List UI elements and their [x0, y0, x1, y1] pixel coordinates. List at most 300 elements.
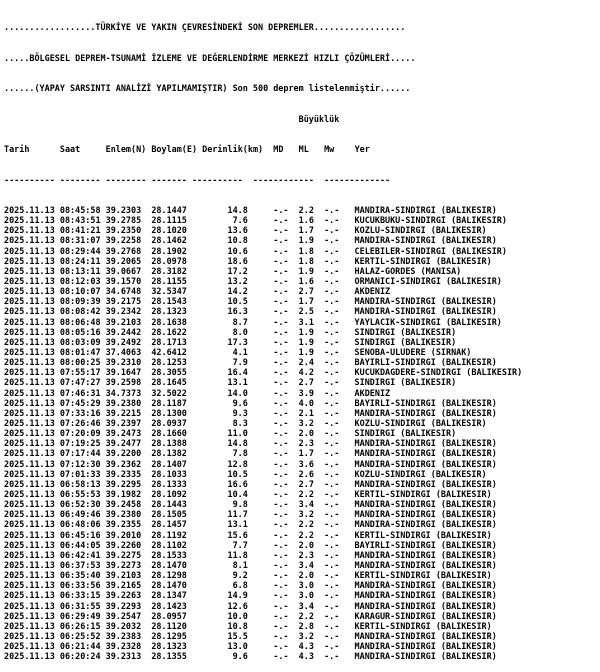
cell-mw: -.- [324, 235, 355, 246]
cell-yer: MANDIRA-SINDIRGI (BALIKESIR) [354, 438, 497, 449]
cell-enlem: 39.2362 [105, 458, 152, 469]
cell-tarih: 2025.11.13 [4, 357, 60, 368]
cell-tarih: 2025.11.13 [4, 417, 60, 428]
table-row [4, 499, 522, 509]
cell-md: -.- [273, 651, 299, 662]
cell-yer: SINDIRGI (BALIKESIR) [354, 336, 457, 347]
table-row [4, 276, 522, 286]
cell-md: -.- [273, 428, 299, 439]
cell-ml: 3.0 [298, 580, 325, 591]
cell-md: -.- [273, 478, 299, 489]
cell-saat: 08:08:42 [59, 306, 106, 317]
table-row [4, 560, 522, 570]
cell-enlem: 39.2328 [105, 641, 152, 652]
cell-yer: SINDIRGI (BALIKESIR) [354, 377, 457, 388]
cell-enlem: 39.2263 [105, 590, 152, 601]
cell-ml: 2.2 [298, 529, 325, 540]
cell-derinlik: 6.8 [191, 580, 274, 591]
cell-boylam: 28.1470 [151, 580, 192, 591]
cell-mw: -.- [324, 296, 355, 307]
col-tarih: Tarih [4, 144, 60, 155]
cell-ml: 1.9 [298, 235, 325, 246]
col-mw: Mw [324, 144, 355, 155]
cell-derinlik: 10.5 [191, 296, 274, 307]
cell-saat: 06:37:53 [59, 559, 106, 570]
cell-enlem: 39.2442 [105, 326, 152, 337]
cell-boylam: 28.1333 [151, 478, 192, 489]
cell-yer: MANDIRA-SINDIRGI (BALIKESIR) [354, 499, 497, 510]
cell-yer: MANDIRA-SINDIRGI (BALIKESIR) [354, 641, 497, 652]
cell-boylam: 42.6412 [151, 347, 192, 357]
cell-tarih: 2025.11.13 [4, 458, 60, 469]
column-headers [4, 144, 522, 154]
cell-md: -.- [273, 529, 299, 540]
cell-md: -.- [273, 468, 299, 479]
cell-tarih: 2025.11.13 [4, 509, 60, 520]
cell-mw: -.- [324, 265, 355, 276]
cell-derinlik: 10.8 [191, 620, 274, 631]
cell-enlem: 39.2275 [105, 549, 152, 560]
cell-tarih: 2025.11.13 [4, 286, 60, 297]
cell-md: -.- [273, 245, 299, 256]
cell-mw: -.- [324, 407, 355, 418]
col-md: MD [273, 144, 299, 155]
cell-ml: 1.7 [298, 296, 325, 307]
cell-ml: 3.4 [298, 559, 325, 570]
cell-ml: 2.0 [298, 428, 325, 439]
cell-md: -.- [273, 326, 299, 337]
table-row [4, 317, 522, 327]
cell-mw: -.- [324, 357, 355, 368]
table-row [4, 621, 522, 631]
cell-saat: 08:43:51 [59, 215, 106, 226]
cell-tarih: 2025.11.13 [4, 306, 60, 317]
cell-derinlik: 12.8 [191, 458, 274, 469]
cell-enlem: 39.2295 [105, 478, 152, 489]
cell-derinlik: 7.8 [191, 448, 274, 459]
cell-tarih: 2025.11.13 [4, 630, 60, 641]
cell-derinlik: 9.2 [191, 570, 274, 581]
cell-derinlik: 15.5 [191, 630, 274, 641]
cell-yer: BAYIRLI-SINDIRGI (BALIKESIR) [354, 539, 497, 550]
cell-mw: -.- [324, 417, 355, 428]
cell-mw: -.- [324, 397, 355, 408]
cell-boylam: 28.1323 [151, 641, 192, 652]
cell-yer: SINDIRGI (BALIKESIR) [354, 428, 457, 439]
cell-tarih: 2025.11.13 [4, 478, 60, 489]
cell-derinlik: 9.8 [191, 499, 274, 510]
cell-boylam: 28.1505 [151, 509, 192, 520]
cell-boylam: 28.1155 [151, 276, 192, 287]
cell-mw: -.- [324, 549, 355, 560]
cell-saat: 06:35:40 [59, 570, 106, 581]
cell-ml: 2.5 [298, 306, 325, 317]
cell-mw: -.- [324, 478, 355, 489]
cell-tarih: 2025.11.13 [4, 205, 60, 216]
cell-saat: 08:13:11 [59, 265, 106, 276]
cell-tarih: 2025.11.13 [4, 407, 60, 418]
cell-saat: 08:01:47 [59, 347, 106, 357]
cell-boylam: 28.1423 [151, 600, 192, 611]
cell-mw: -.- [324, 488, 355, 499]
cell-saat: 06:33:15 [59, 590, 106, 601]
cell-md: -.- [273, 276, 299, 287]
cell-enlem: 39.2380 [105, 509, 152, 520]
cell-md: -.- [273, 539, 299, 550]
cell-yer: MANDIRA-SINDIRGI (BALIKESIR) [354, 458, 497, 469]
table-row [4, 590, 522, 600]
table-row [4, 601, 522, 611]
cell-md: -.- [273, 438, 299, 449]
cell-md: -.- [273, 458, 299, 469]
table-row [4, 418, 522, 428]
cell-tarih: 2025.11.13 [4, 265, 60, 276]
cell-derinlik: 4.1 [191, 347, 274, 357]
cell-ml: 2.3 [298, 438, 325, 449]
cell-boylam: 28.1192 [151, 529, 192, 540]
cell-derinlik: 11.0 [191, 428, 274, 439]
table-row [4, 306, 522, 316]
cell-derinlik: 13.6 [191, 225, 274, 236]
cell-boylam: 28.0978 [151, 255, 192, 266]
cell-mw: -.- [324, 255, 355, 266]
cell-ml: 3.6 [298, 458, 325, 469]
cell-yer: KERTIL-SINDIRGI (BALIKESIR) [354, 570, 492, 581]
cell-md: -.- [273, 559, 299, 570]
cell-mw: -.- [324, 336, 355, 347]
cell-ml: 3.4 [298, 600, 325, 611]
cell-md: -.- [273, 377, 299, 388]
cell-yer: KERTIL-SINDIRGI (BALIKESIR) [354, 488, 492, 499]
cell-boylam: 28.1092 [151, 488, 192, 499]
table-row [4, 296, 522, 306]
cell-tarih: 2025.11.13 [4, 590, 60, 601]
cell-boylam: 28.1543 [151, 296, 192, 307]
table-row [4, 235, 522, 245]
cell-boylam: 28.1457 [151, 519, 192, 530]
cell-enlem: 39.2785 [105, 215, 152, 226]
magnitude-label: Büyüklük [298, 113, 340, 124]
cell-tarih: 2025.11.13 [4, 296, 60, 307]
cell-mw: -.- [324, 448, 355, 459]
cell-ml: 2.3 [298, 549, 325, 560]
cell-ml: 3.2 [298, 509, 325, 520]
col-yer: Yer [354, 144, 370, 155]
cell-md: -.- [273, 235, 299, 246]
cell-ml: 1.7 [298, 225, 325, 236]
cell-mw: -.- [324, 580, 355, 591]
cell-mw: -.- [324, 326, 355, 337]
table-row [4, 641, 522, 651]
cell-md: -.- [273, 265, 299, 276]
cell-tarih: 2025.11.13 [4, 245, 60, 256]
cell-derinlik: 13.1 [191, 519, 274, 530]
cell-mw: -.- [324, 377, 355, 388]
cell-derinlik: 16.6 [191, 478, 274, 489]
magnitude-group-label [4, 114, 522, 124]
cell-ml: 1.9 [298, 265, 325, 276]
cell-enlem: 39.2200 [105, 448, 152, 459]
cell-tarih: 2025.11.13 [4, 499, 60, 510]
col-boylam: Boylam(E) [151, 144, 203, 155]
cell-derinlik: 9.3 [191, 407, 274, 418]
cell-yer: MANDIRA-SINDIRGI (BALIKESIR) [354, 448, 497, 459]
cell-enlem: 39.2175 [105, 296, 152, 307]
cell-md: -.- [273, 296, 299, 307]
cell-derinlik: 10.8 [191, 235, 274, 246]
cell-boylam: 28.1645 [151, 377, 192, 388]
table-row [4, 570, 522, 580]
cell-tarih: 2025.11.13 [4, 215, 60, 226]
cell-yer: MANDIRA-SINDIRGI (BALIKESIR) [354, 205, 497, 216]
cell-enlem: 37.4063 [105, 347, 152, 357]
table-row [4, 398, 522, 408]
cell-derinlik: 13.0 [191, 641, 274, 652]
cell-yer: MANDIRA-SINDIRGI (BALIKESIR) [354, 296, 497, 307]
cell-boylam: 32.5347 [151, 286, 192, 297]
cell-mw: -.- [324, 620, 355, 631]
cell-mw: -.- [324, 499, 355, 510]
cell-boylam: 28.1020 [151, 225, 192, 236]
cell-tarih: 2025.11.13 [4, 326, 60, 337]
col-saat: Saat [59, 144, 106, 155]
cell-md: -.- [273, 570, 299, 581]
cell-ml: 3.4 [298, 499, 325, 510]
earthquake-list-document [4, 2, 522, 672]
cell-tarih: 2025.11.13 [4, 488, 60, 499]
cell-enlem: 39.1647 [105, 367, 152, 378]
cell-saat: 08:29:44 [59, 245, 106, 256]
cell-saat: 08:24:11 [59, 255, 106, 266]
cell-mw: -.- [324, 559, 355, 570]
table-row [4, 286, 522, 296]
cell-yer: KOZLU-SINDIRGI (BALIKESIR) [354, 417, 487, 428]
cell-derinlik: 14.2 [191, 286, 274, 297]
cell-yer: MANDIRA-SINDIRGI (BALIKESIR) [354, 580, 497, 591]
cell-mw: -.- [324, 630, 355, 641]
cell-saat: 06:58:13 [59, 478, 106, 489]
cell-boylam: 28.1323 [151, 306, 192, 317]
cell-derinlik: 10.4 [191, 488, 274, 499]
table-row [4, 550, 522, 560]
cell-enlem: 39.2303 [105, 205, 152, 216]
cell-saat: 08:05:16 [59, 326, 106, 337]
col-enlem: Enlem(N) [105, 144, 152, 155]
cell-enlem: 39.2598 [105, 377, 152, 388]
cell-mw: -.- [324, 519, 355, 530]
cell-enlem: 39.2768 [105, 245, 152, 256]
cell-boylam: 28.1120 [151, 620, 192, 631]
cell-ml: 3.1 [298, 316, 325, 327]
cell-enlem: 39.2473 [105, 428, 152, 439]
cell-enlem: 39.2342 [105, 306, 152, 317]
cell-derinlik: 8.7 [191, 316, 274, 327]
cell-derinlik: 9.6 [191, 651, 274, 662]
cell-tarih: 2025.11.13 [4, 468, 60, 479]
cell-boylam: 28.1295 [151, 630, 192, 641]
cell-tarih: 2025.11.13 [4, 336, 60, 347]
cell-ml: 2.7 [298, 478, 325, 489]
cell-md: -.- [273, 407, 299, 418]
col-ml: ML [298, 144, 325, 155]
cell-derinlik: 14.8 [191, 205, 274, 216]
cell-yer: MANDIRA-SINDIRGI (BALIKESIR) [354, 519, 497, 530]
earthquake-rows [4, 205, 522, 661]
table-row [4, 205, 522, 215]
cell-saat: 07:17:44 [59, 448, 106, 459]
cell-mw: -.- [324, 276, 355, 287]
cell-boylam: 28.1382 [151, 448, 192, 459]
cell-mw: -.- [324, 215, 355, 226]
cell-boylam: 28.1102 [151, 539, 192, 550]
cell-saat: 07:26:46 [59, 417, 106, 428]
cell-enlem: 39.2010 [105, 529, 152, 540]
cell-enlem: 39.2355 [105, 519, 152, 530]
cell-saat: 06:31:55 [59, 600, 106, 611]
cell-enlem: 39.2165 [105, 580, 152, 591]
cell-derinlik: 10.6 [191, 245, 274, 256]
cell-tarih: 2025.11.13 [4, 580, 60, 591]
cell-saat: 08:31:07 [59, 235, 106, 246]
cell-mw: -.- [324, 225, 355, 236]
cell-boylam: 28.1115 [151, 215, 192, 226]
cell-mw: -.- [324, 286, 355, 297]
cell-yer: BAYIRLI-SINDIRGI (BALIKESIR) [354, 397, 497, 408]
cell-ml: 2.4 [298, 357, 325, 368]
cell-ml: 4.3 [298, 641, 325, 652]
cell-saat: 08:06:48 [59, 316, 106, 327]
table-row [4, 246, 522, 256]
cell-saat: 06:42:41 [59, 549, 106, 560]
cell-yer: KARAGUR-SINDIRGI (BALIKESIR) [354, 610, 497, 621]
cell-md: -.- [273, 600, 299, 611]
cell-tarih: 2025.11.13 [4, 438, 60, 449]
cell-ml: 2.8 [298, 620, 325, 631]
cell-ml: 3.2 [298, 630, 325, 641]
cell-yer: CELEBILER-SINDIRGI (BALIKESIR) [354, 245, 507, 256]
cell-saat: 07:19:25 [59, 438, 106, 449]
cell-yer: KERTIL-SINDIRGI (BALIKESIR) [354, 620, 492, 631]
cell-md: -.- [273, 316, 299, 327]
cell-mw: -.- [324, 205, 355, 216]
cell-boylam: 28.1638 [151, 316, 192, 327]
cell-saat: 06:33:56 [59, 580, 106, 591]
table-row [4, 540, 522, 550]
cell-md: -.- [273, 488, 299, 499]
cell-ml: 1.9 [298, 347, 325, 357]
cell-tarih: 2025.11.13 [4, 519, 60, 530]
cell-tarih: 2025.11.13 [4, 549, 60, 560]
table-row [4, 215, 522, 225]
cell-enlem: 34.7373 [105, 387, 152, 398]
cell-ml: 1.8 [298, 255, 325, 266]
cell-saat: 07:46:31 [59, 387, 106, 398]
cell-derinlik: 14.0 [191, 387, 274, 398]
cell-mw: -.- [324, 509, 355, 520]
cell-enlem: 39.0667 [105, 265, 152, 276]
table-row [4, 327, 522, 337]
cell-derinlik: 8.1 [191, 559, 274, 570]
cell-yer: MANDIRA-SINDIRGI (BALIKESIR) [354, 306, 497, 317]
cell-mw: -.- [324, 539, 355, 550]
table-row [4, 489, 522, 499]
cell-enlem: 39.2310 [105, 357, 152, 368]
cell-enlem: 34.6748 [105, 286, 152, 297]
cell-boylam: 28.1253 [151, 357, 192, 368]
cell-mw: -.- [324, 590, 355, 601]
cell-derinlik: 9.6 [191, 397, 274, 408]
table-row [4, 408, 522, 418]
cell-derinlik: 7.9 [191, 357, 274, 368]
table-row [4, 469, 522, 479]
cell-md: -.- [273, 519, 299, 530]
cell-ml: 1.9 [298, 336, 325, 347]
cell-enlem: 39.2458 [105, 499, 152, 510]
cell-yer: MANDIRA-SINDIRGI (BALIKESIR) [354, 559, 497, 570]
cell-enlem: 39.1982 [105, 488, 152, 499]
cell-tarih: 2025.11.13 [4, 428, 60, 439]
cell-saat: 07:55:17 [59, 367, 106, 378]
table-row [4, 479, 522, 489]
cell-mw: -.- [324, 316, 355, 327]
cell-saat: 08:41:21 [59, 225, 106, 236]
cell-tarih: 2025.11.13 [4, 276, 60, 287]
cell-derinlik: 11.7 [191, 509, 274, 520]
cell-saat: 08:00:25 [59, 357, 106, 368]
table-row [4, 367, 522, 377]
cell-enlem: 39.2547 [105, 610, 152, 621]
cell-saat: 06:44:05 [59, 539, 106, 550]
cell-enlem: 39.2477 [105, 438, 152, 449]
cell-boylam: 28.1300 [151, 407, 192, 418]
cell-enlem: 39.2397 [105, 417, 152, 428]
cell-mw: -.- [324, 600, 355, 611]
cell-tarih: 2025.11.13 [4, 529, 60, 540]
table-row [4, 377, 522, 387]
cell-mw: -.- [324, 458, 355, 469]
cell-saat: 06:21:44 [59, 641, 106, 652]
cell-enlem: 39.2103 [105, 570, 152, 581]
cell-ml: 2.2 [298, 205, 325, 216]
cell-md: -.- [273, 590, 299, 601]
cell-yer: MANDIRA-SINDIRGI (BALIKESIR) [354, 407, 497, 418]
cell-md: -.- [273, 255, 299, 266]
cell-md: -.- [273, 225, 299, 236]
cell-derinlik: 14.8 [191, 438, 274, 449]
cell-boylam: 28.0937 [151, 417, 192, 428]
cell-md: -.- [273, 549, 299, 560]
cell-ml: 2.2 [298, 488, 325, 499]
cell-saat: 08:03:09 [59, 336, 106, 347]
cell-tarih: 2025.11.13 [4, 570, 60, 581]
cell-boylam: 28.3055 [151, 367, 192, 378]
cell-mw: -.- [324, 641, 355, 652]
cell-derinlik: 17.3 [191, 336, 274, 347]
cell-md: -.- [273, 580, 299, 591]
cell-derinlik: 7.6 [191, 215, 274, 226]
cell-ml: 4.0 [298, 397, 325, 408]
cell-derinlik: 13.2 [191, 276, 274, 287]
cell-boylam: 28.1407 [151, 458, 192, 469]
cell-enlem: 39.2380 [105, 397, 152, 408]
cell-ml: 4.2 [298, 367, 325, 378]
cell-md: -.- [273, 286, 299, 297]
cell-ml: 2.1 [298, 407, 325, 418]
cell-mw: -.- [324, 468, 355, 479]
table-row [4, 266, 522, 276]
cell-saat: 07:45:29 [59, 397, 106, 408]
cell-saat: 06:55:53 [59, 488, 106, 499]
